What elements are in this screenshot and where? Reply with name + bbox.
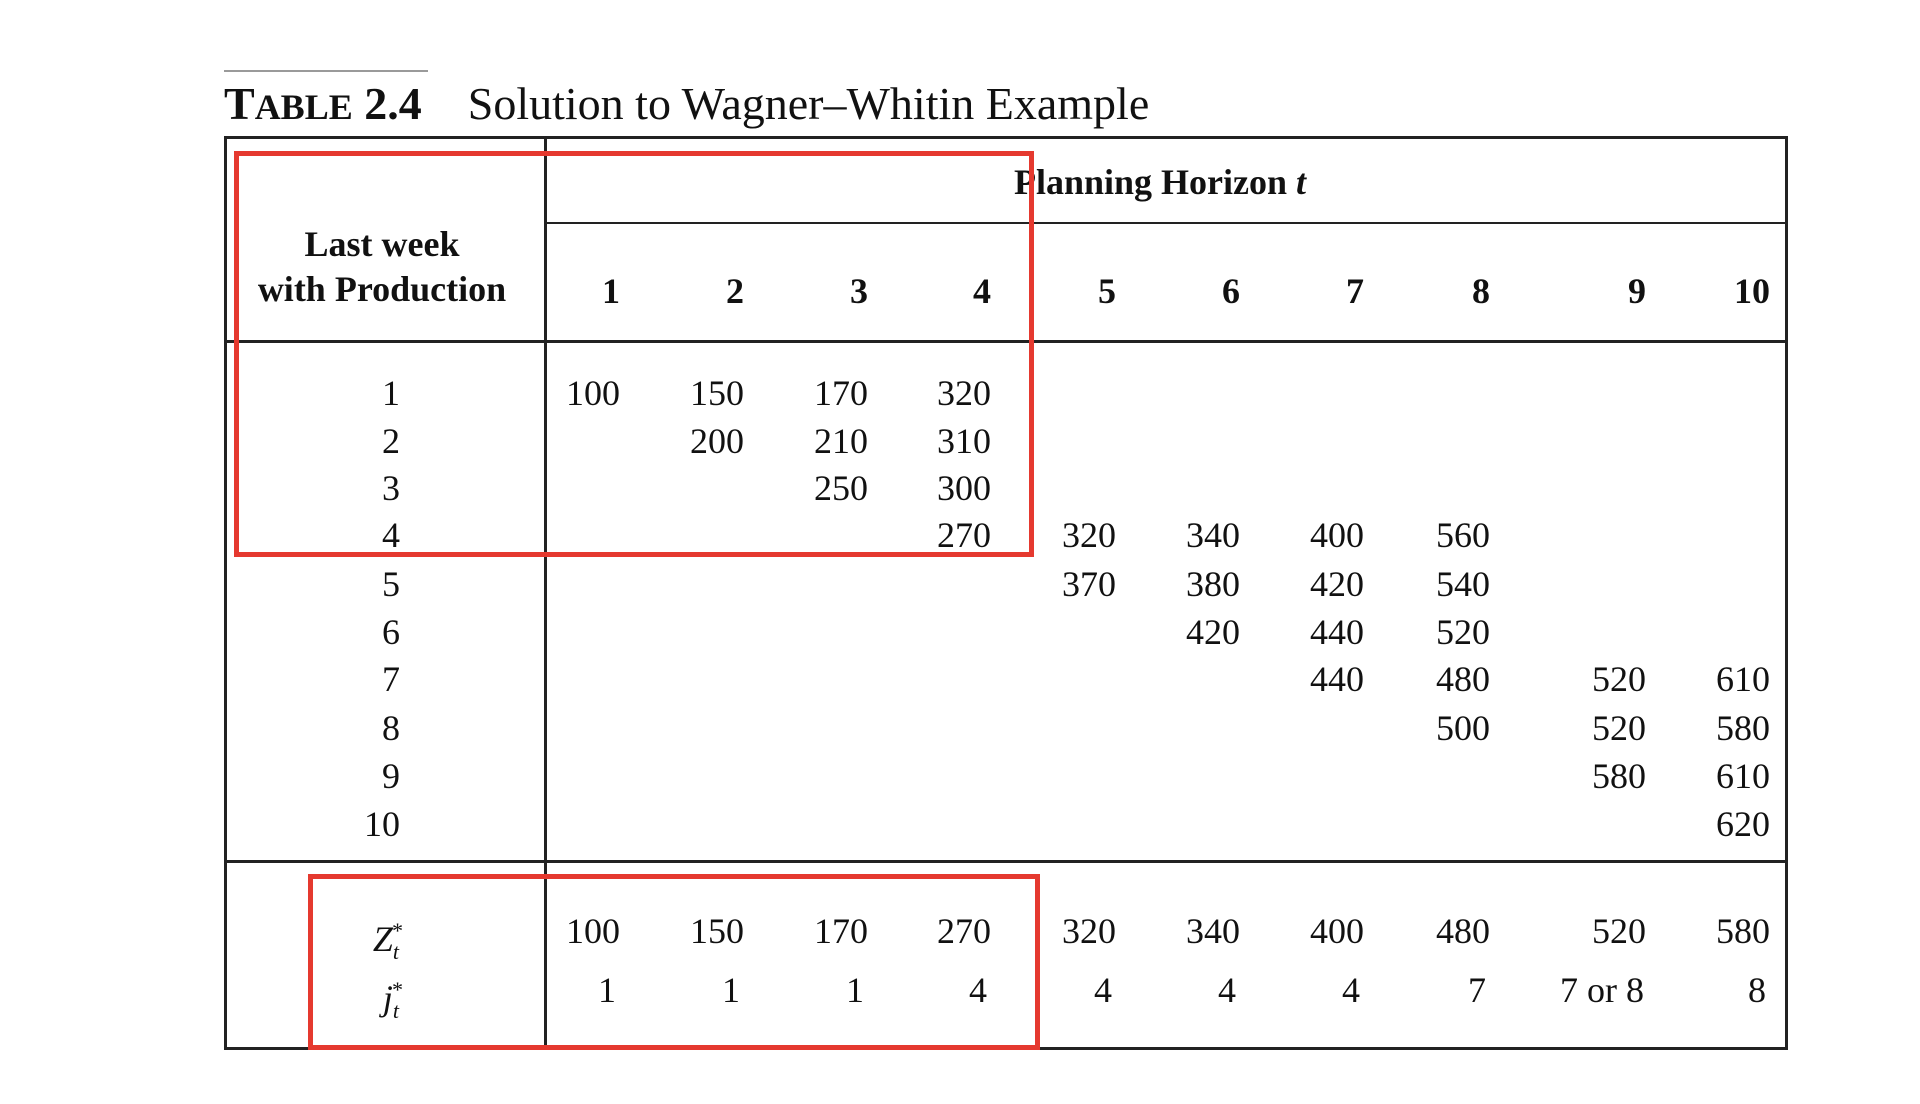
footer-cell: 1	[846, 970, 864, 1010]
table-cell: 610	[1716, 659, 1770, 699]
table-cell: 250	[814, 468, 868, 508]
table-cell: 200	[690, 421, 744, 461]
table-cell: 560	[1436, 515, 1490, 555]
table-cell: 500	[1436, 708, 1490, 748]
footer-cell: 320	[1062, 911, 1116, 951]
column-header: 1	[602, 271, 620, 311]
highlight-box-upper	[234, 151, 1034, 557]
table-caption	[224, 76, 1149, 135]
table-cell: 440	[1310, 659, 1364, 699]
footer-cell: 4	[1094, 970, 1112, 1010]
table-cell: 380	[1186, 564, 1240, 604]
row-label: 8	[382, 708, 400, 748]
footer-cell: 580	[1716, 911, 1770, 951]
row-label: 6	[382, 612, 400, 652]
column-header: 5	[1098, 271, 1116, 311]
footer-cell: 7 or 8	[1560, 970, 1644, 1010]
column-header: 8	[1472, 271, 1490, 311]
table-cell: 580	[1716, 708, 1770, 748]
column-header: 3	[850, 271, 868, 311]
footer-cell: 100	[566, 911, 620, 951]
table-cell: 320	[937, 373, 991, 413]
footer-cell: 170	[814, 911, 868, 951]
table-cell: 580	[1592, 756, 1646, 796]
stub-header-line-1: Last week	[304, 224, 460, 264]
planning-horizon-header: Planning Horizon t	[1013, 162, 1307, 202]
row-label: 5	[382, 564, 400, 604]
row-label: 4	[382, 515, 400, 555]
table-title: Solution to Wagner–Whitin Example	[467, 78, 1150, 129]
footer-cell: 7	[1468, 970, 1486, 1010]
table-cell: 300	[937, 468, 991, 508]
table-cell: 520	[1436, 612, 1490, 652]
table-cell: 270	[937, 515, 991, 555]
row-label: 9	[382, 756, 400, 796]
footer-cell: 1	[598, 970, 616, 1010]
row-label: 2	[382, 421, 400, 461]
footer-cell: 480	[1436, 911, 1490, 951]
footer-cell: 270	[937, 911, 991, 951]
row-label: 7	[382, 659, 400, 699]
column-header: 6	[1222, 271, 1240, 311]
footer-cell: 340	[1186, 911, 1240, 951]
footer-cell: 4	[1218, 970, 1236, 1010]
footer-cell: 520	[1592, 911, 1646, 951]
column-header: 9	[1628, 271, 1646, 311]
table-cell: 210	[814, 421, 868, 461]
footer-cell: 1	[722, 970, 740, 1010]
row-label: 3	[382, 468, 400, 508]
table-cell: 420	[1310, 564, 1364, 604]
table-cell: 520	[1592, 659, 1646, 699]
table-cell: 310	[937, 421, 991, 461]
footer-label-j: $j_t^*$	[382, 977, 402, 1024]
table-cell: 540	[1436, 564, 1490, 604]
stub-header-line-2: with Production	[257, 269, 507, 309]
row-label: 1	[382, 373, 400, 413]
column-header: 10	[1734, 271, 1770, 311]
table-cell: 370	[1062, 564, 1116, 604]
highlight-box-lower	[308, 874, 1040, 1050]
table-cell: 320	[1062, 515, 1116, 555]
footer-cell: 400	[1310, 911, 1364, 951]
row-label: 10	[364, 804, 400, 844]
column-header: 4	[973, 271, 991, 311]
footer-cell: 4	[1342, 970, 1360, 1010]
table-cell: 520	[1592, 708, 1646, 748]
table-cell: 420	[1186, 612, 1240, 652]
footer-cell: 8	[1748, 970, 1766, 1010]
table-label: TABLE 2.4	[224, 78, 422, 129]
footer-top-rule	[227, 860, 1785, 863]
footer-cell: 150	[690, 911, 744, 951]
column-header: 2	[726, 271, 744, 311]
table-cell: 150	[690, 373, 744, 413]
table-cell: 100	[566, 373, 620, 413]
table-cell: 480	[1436, 659, 1490, 699]
table-cell: 610	[1716, 756, 1770, 796]
caption-top-rule	[224, 70, 428, 72]
footer-label-z: $Z_t^*$	[372, 918, 402, 965]
table-cell: 170	[814, 373, 868, 413]
column-header: 7	[1346, 271, 1364, 311]
table-cell: 620	[1716, 804, 1770, 844]
table-cell: 440	[1310, 612, 1364, 652]
table-cell: 340	[1186, 515, 1240, 555]
footer-cell: 4	[969, 970, 987, 1010]
table-cell: 400	[1310, 515, 1364, 555]
